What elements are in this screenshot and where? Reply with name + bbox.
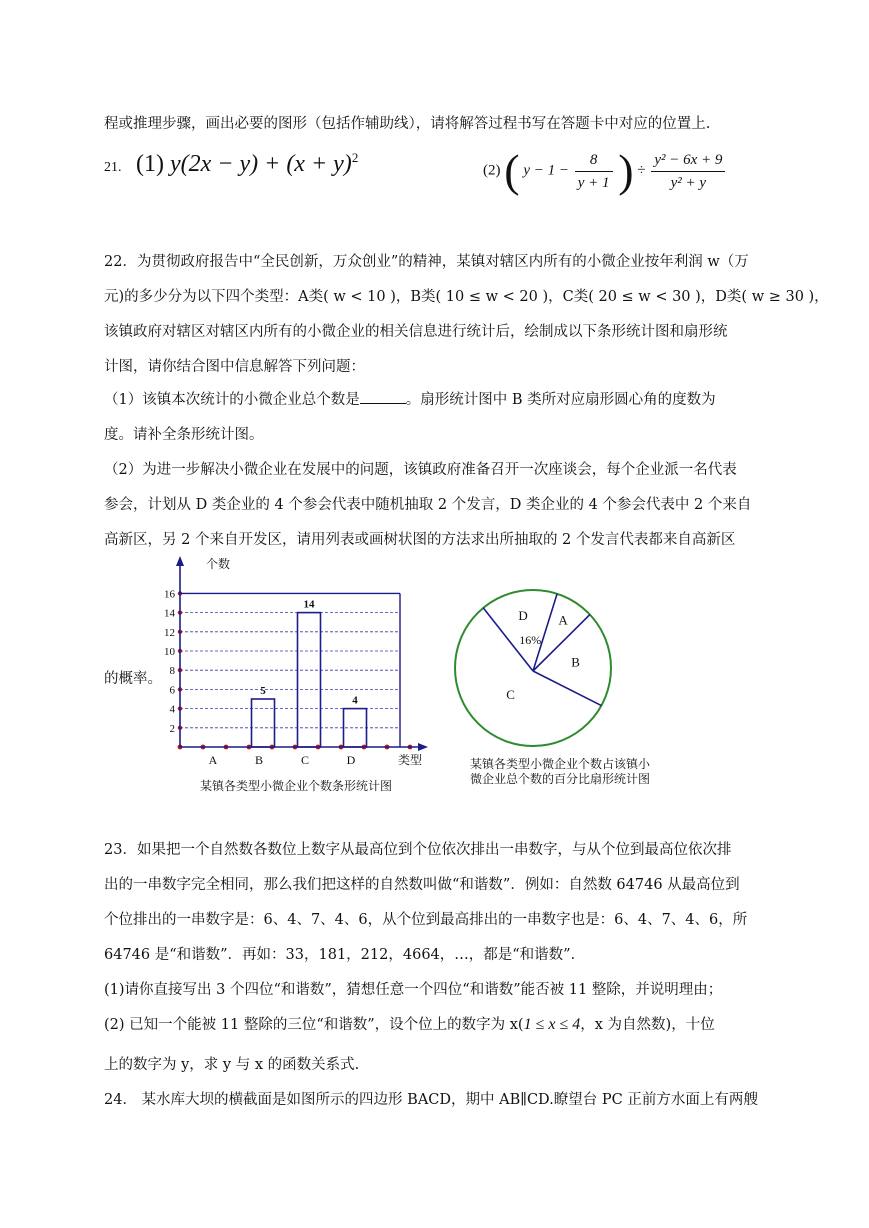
q21-frac2 [651,149,725,194]
bar-category-label: D [346,753,356,767]
q23-line6-text-a: (2) 已知一个能被 11 整除的三位“和谐数”，设个位上的数字为 x( [104,1017,524,1033]
q21-close-paren: ) [618,145,634,196]
bar-chart [160,552,450,797]
bar-ytick-label: 16 [164,588,175,601]
q22-sub1-text-a: （1）该镇本次统计的小微企业总个数是 [104,392,360,408]
pie-slice-label-D: D [518,607,528,623]
bar-category-label: C [300,753,310,767]
bar-ytick-label: 4 [169,703,175,716]
bar-ylabel: 个数 [206,557,231,571]
q23-line4: 64746 是“和谐数”．再如：33，181，212，4664，…，都是“和谐数”． [104,947,586,963]
pie-slice-label-A: A [558,612,568,628]
q23-line6-text-b: ，x 为自然数)，十位 [580,1017,715,1033]
bar-category-label: A [208,753,218,767]
q21-frac2-den: y² + y [670,174,707,191]
q22-sub2-line3: 高新区，另 2 个来自开发区，请用列表或画树状图的方法求出所抽取的 2 个发言代表都来自高新区 [104,532,736,548]
q23-inequality: 1 ≤ x ≤ 4 [523,1016,581,1033]
q22-sub2-line4: 的概率。 [104,671,162,687]
answer-blank [360,391,406,404]
bar-ytick-label: 2 [169,722,175,735]
q21-frac1 [575,149,613,194]
q21-frac1-num: 8 [575,149,613,172]
q23-line1: 23．如果把一个自然数各数位上数字从最高位到个位依次排出一串数字，与从个位到最高位依次排 [104,842,732,858]
bar-y-arrow-icon [176,556,184,566]
pie-circle [455,590,611,746]
q21-part2-label: (2) [483,162,501,179]
bar-ytick-label: 12 [164,626,175,639]
q23-line2: 出的一串数字完全相同，那么我们把这样的自然数叫做“和谐数”．例如：自然数 64746 从最高位到 [104,877,740,893]
bar-ytick-label: 10 [164,646,175,658]
q22-sub1-line2: 度。请补全条形统计图。 [104,427,264,443]
pie-percent-annotation: 16% [519,633,542,648]
q22-sub1-text-b: 。扇形统计图中 B 类所对应扇形圆心角的度数为 [405,392,716,408]
bar-ytick-label: 6 [169,684,175,697]
intro-line: 程或推理步骤，画出必要的图形（包括作辅助线），请将解答过程书写在答题卡中对应的位置上. [104,116,711,132]
q21-part1-expr: y(2x − y) + (x + y) [169,151,352,177]
q22-line4: 计图，请你结合图中信息解答下列问题： [104,359,365,375]
bar-data-label: 5 [260,685,266,697]
q21-part1-exp: 2 [351,150,359,165]
q22-sub2-line1: （2）为进一步解决小微企业在发展中的问题，该镇政府准备召开一次座谈会，每个企业派一名代表 [104,462,737,478]
q23-line3: 个位排出的一串数字是：6、4、7、4、6，从个位到最高排出的一串数字也是：6、4、7、4、6，所 [104,912,748,928]
q21-frac1-den: y + 1 [577,174,610,191]
bar-ytick-label: 8 [169,665,175,678]
q23-line5: (1)请你直接写出 3 个四位“和谐数”，猜想任意一个四位“和谐数”能否被 11 整除，并说明理由； [104,982,723,998]
q21-part1 [136,150,358,178]
bar-C [298,613,321,747]
q22-sub1-line1 [104,388,716,409]
pie-caption-line1: 某镇各类型小微企业个数占该镇小 [470,757,651,771]
q22-sub2-line2: 参会，计划从 D 类企业的 4 个参会代表中随机抽取 2 个发言，D 类企业的 4 个参会代表中 2 个来自 [104,497,752,513]
pie-chart [448,583,618,753]
q21-part2-pre: y − 1 − [523,162,569,179]
q21-frac2-num: y² − 6x + 9 [651,149,725,172]
q24-line1: 24． 某水库大坝的横截面是如图所示的四边形 BACD，期中 AB∥CD.瞭望台 PC 正前方水面上有两艘 [104,1092,758,1108]
q22-line1: 22．为贯彻政府报告中“全民创新，万众创业”的精神，某镇对辖区内所有的小微企业按年利润 w（万 [104,254,749,270]
pie-caption-line2: 微企业总个数的百分比扇形统计图 [470,772,651,786]
q21-part1-label: (1) [136,151,164,177]
bar-xlabel: 类型 [398,753,423,767]
pie-slice-label-C: C [506,687,515,703]
bar-B [252,699,275,747]
q21-div: ÷ [637,162,646,179]
pie-slice-label-B: B [571,654,580,670]
q23-line7: 上的数字为 y，求 y 与 x 的函数关系式. [104,1057,360,1073]
q22-line2: 元)的多少分为以下四个类型：A类( w < 10 )，B类( 10 ≤ w < 20 )，C类( 20 ≤ w < 30 )，D类( w ≥ 30 )， [104,289,829,305]
bar-x-arrow-icon [418,743,428,751]
bar-chart-caption: 某镇各类型小微企业个数条形统计图 [200,779,393,793]
bar-ytick-label: 14 [164,607,175,620]
bar-category-label: B [254,753,264,767]
q22-line3: 该镇政府对辖区对辖区内所有的小微企业的相关信息进行统计后，绘制成以下条形统计图和扇形统 [104,324,728,340]
q21-number: 21. [104,160,122,175]
bar-data-label: 14 [303,598,315,611]
q23-line6 [104,1013,715,1034]
q21-part2 [483,145,727,196]
bar-data-label: 4 [352,694,358,707]
q21-open-paren: ( [504,145,520,196]
pie-chart-caption [470,757,650,787]
